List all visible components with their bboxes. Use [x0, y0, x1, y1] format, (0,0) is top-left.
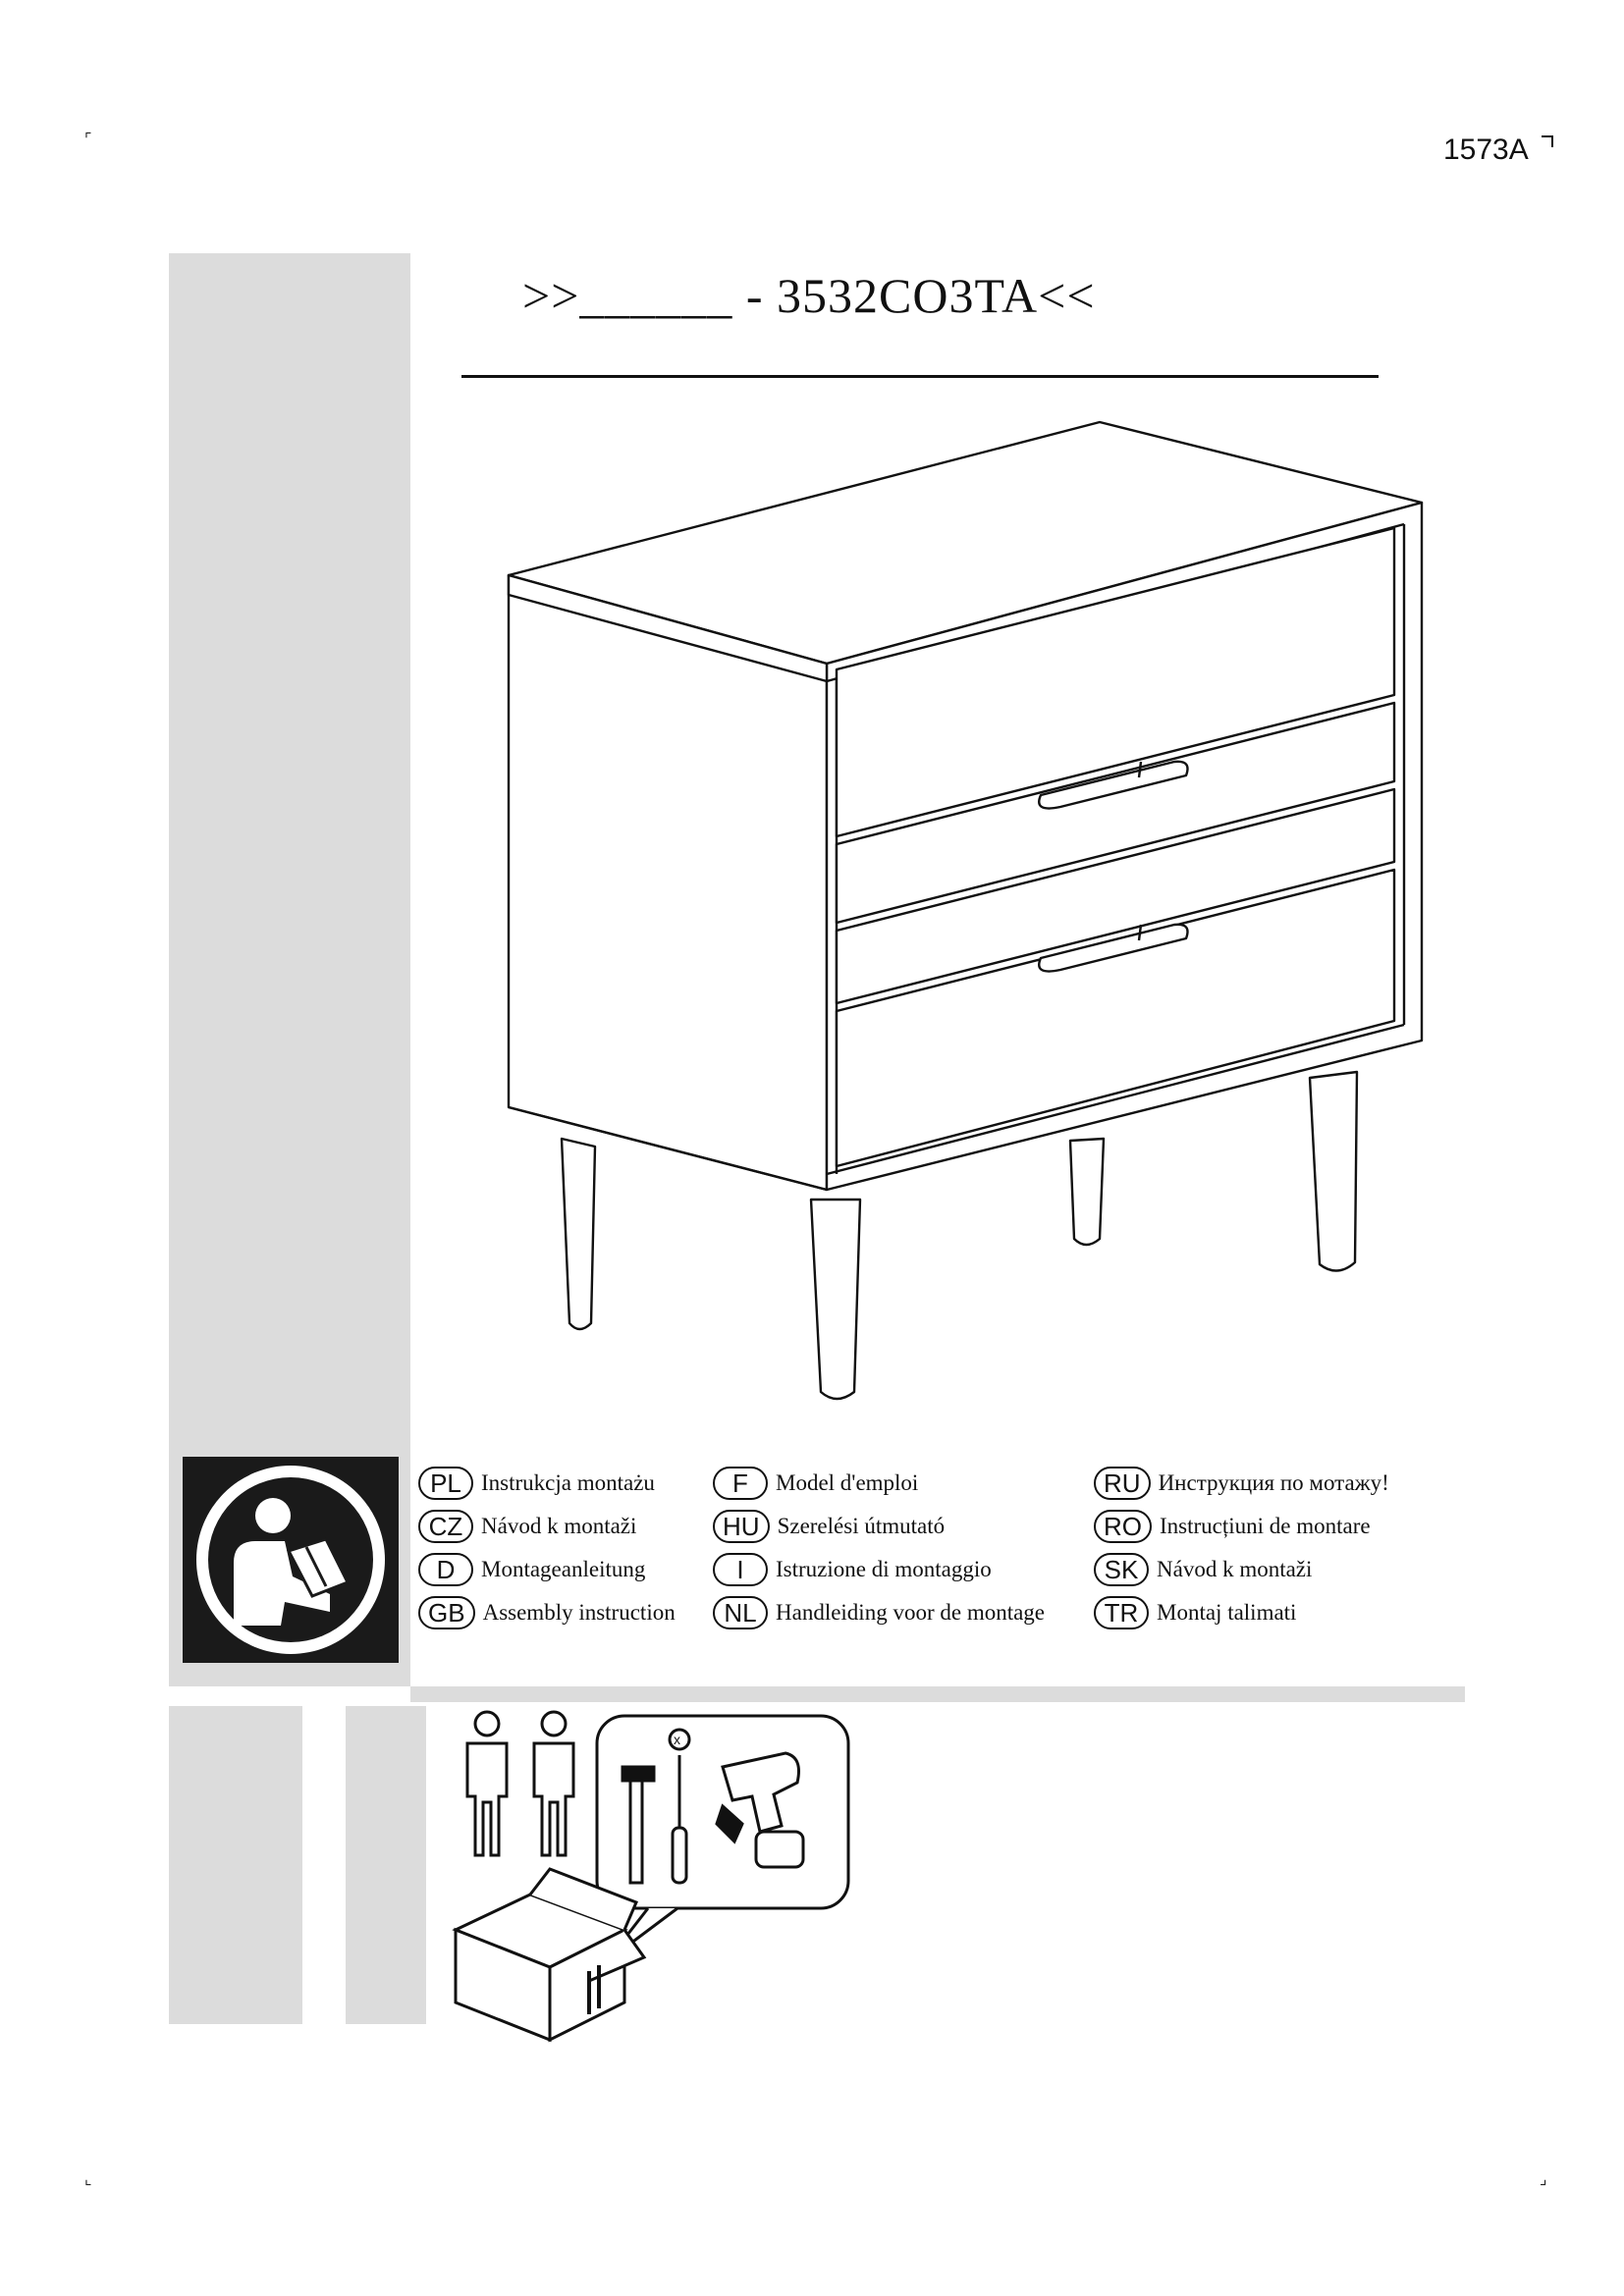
lang-badge: GB: [418, 1596, 475, 1629]
lang-item-tr: [1094, 1596, 1296, 1629]
lang-text: Инструкция по мотажу!: [1158, 1470, 1389, 1495]
lang-text: Montaj talimati: [1157, 1600, 1297, 1625]
bottom-left-gray-block: [169, 1706, 302, 2024]
crop-mark-bottom-right: ⌟: [1540, 2169, 1547, 2188]
lang-text: Instrucțiuni de montare: [1160, 1514, 1371, 1538]
lang-badge: PL: [418, 1467, 473, 1500]
bottom-mid-gray-block: [346, 1706, 426, 2024]
lang-item-f: [713, 1467, 918, 1500]
lang-item-nl: [713, 1596, 1045, 1629]
title-rule: [461, 375, 1379, 378]
lang-badge: CZ: [418, 1510, 473, 1543]
lang-item-gb: [418, 1596, 676, 1629]
lang-badge: RU: [1094, 1467, 1151, 1500]
no-tool-mark: x: [674, 1732, 680, 1747]
lang-badge: I: [713, 1553, 768, 1586]
lang-text: Handleiding voor de montage: [776, 1600, 1046, 1625]
lang-badge: TR: [1094, 1596, 1149, 1629]
lang-text: Model d'emploi: [776, 1470, 919, 1495]
lang-badge: F: [713, 1467, 768, 1500]
lang-item-ru: [1094, 1467, 1389, 1500]
crop-mark-top-right: [1542, 135, 1553, 147]
lang-badge: NL: [713, 1596, 768, 1629]
lang-item-pl: [418, 1467, 655, 1500]
lang-item-cz: [418, 1510, 636, 1543]
lang-item-ro: [1094, 1510, 1371, 1543]
crop-mark-bottom-left: ⌞: [84, 2169, 92, 2188]
page-title: >>______ - 3532CO3TA<<: [522, 268, 1096, 323]
lang-item-sk: [1094, 1553, 1312, 1586]
lang-badge: RO: [1094, 1510, 1152, 1543]
lang-text: Assembly instruction: [482, 1600, 676, 1625]
lang-item-d: [418, 1553, 645, 1586]
lang-item-hu: [713, 1510, 945, 1543]
lang-text: Návod k montaži: [1157, 1557, 1313, 1581]
lang-badge: HU: [713, 1510, 770, 1543]
read-manual-icon: [183, 1457, 399, 1663]
lang-badge: D: [418, 1553, 473, 1586]
lang-text: Instrukcja montażu: [481, 1470, 655, 1495]
lang-badge: SK: [1094, 1553, 1149, 1586]
crop-mark-top-left: ⌜: [84, 130, 92, 148]
tools-callout: [442, 1712, 854, 2065]
lang-text: Istruzione di montaggio: [776, 1557, 992, 1581]
lang-text: Montageanleitung: [481, 1557, 646, 1581]
lang-item-i: [713, 1553, 992, 1586]
lang-text: Szerelési útmutató: [777, 1514, 946, 1538]
lang-text: Návod k montaži: [481, 1514, 637, 1538]
divider-gray-band: [410, 1686, 1465, 1702]
chest-of-drawers-illustration: [471, 393, 1453, 1423]
document-code: 1573A: [1443, 133, 1529, 166]
